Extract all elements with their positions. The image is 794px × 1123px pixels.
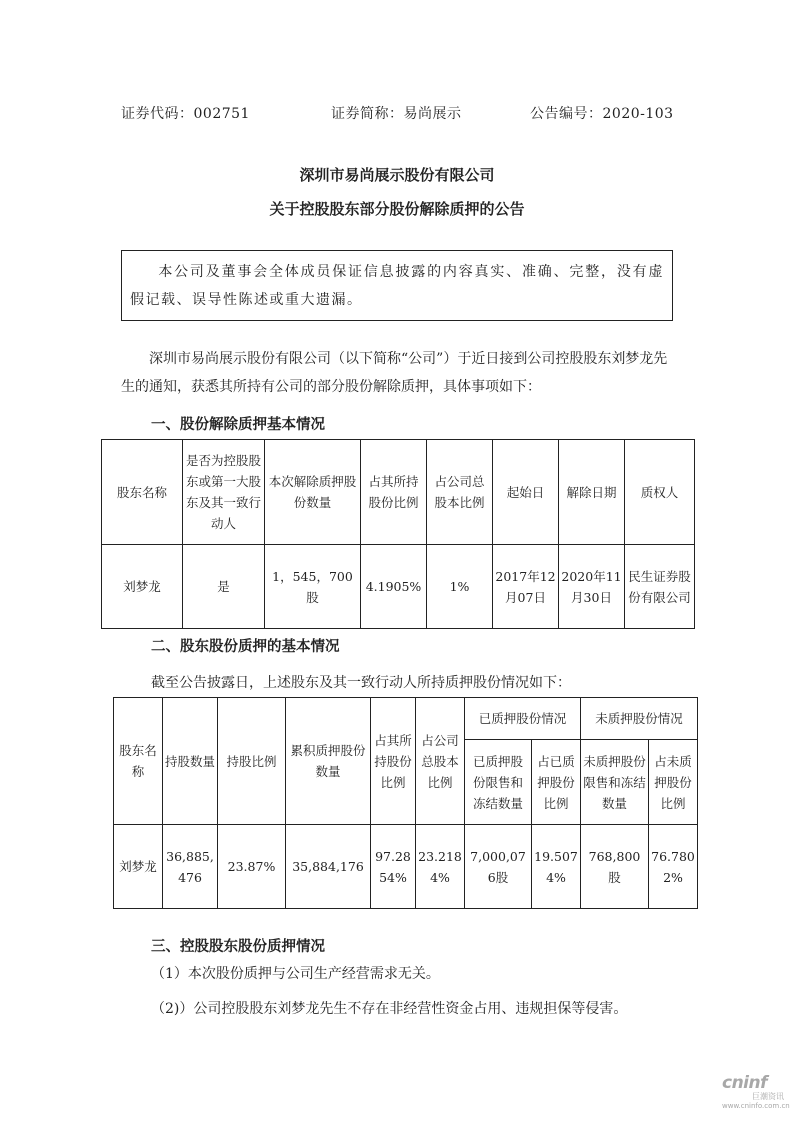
table-header-cell: 持股比例	[218, 698, 286, 825]
table-cell: 19.5074%	[532, 825, 581, 909]
table-cell: 刘梦龙	[114, 825, 163, 909]
table-row	[114, 825, 698, 909]
table-cell: 4.1905%	[361, 545, 427, 629]
table-cell: 23.87%	[218, 825, 286, 909]
table-cell: 35,884,176	[286, 825, 371, 909]
announcement-number: 公告编号：2020-103	[530, 106, 674, 122]
table-header-cell: 未质押股份限售和冻结数量	[581, 740, 649, 825]
disclosure-notice-box	[121, 250, 673, 321]
table-header-cell: 股东名称	[102, 440, 183, 545]
table-cell: 1%	[427, 545, 493, 629]
pledge-status-table	[113, 697, 698, 909]
cninf-brand: cninf	[722, 1073, 768, 1093]
table-header-cell: 占未质押股份比例	[649, 740, 698, 825]
cninf-logo	[722, 1074, 788, 1111]
table-cell: 1，545，700股	[265, 545, 361, 629]
section2-intro: 截至公告披露日，上述股东及其一致行动人所持质押股份情况如下：	[151, 675, 571, 691]
section1-heading: 一、股份解除质押基本情况	[151, 417, 325, 433]
table-cell: 是	[183, 545, 265, 629]
table-row	[102, 545, 695, 629]
table-header-cell: 占其所持股份比例	[371, 698, 416, 825]
table-header-row	[102, 440, 695, 545]
table-cell: 刘梦龙	[102, 545, 183, 629]
table-header-cell: 解除日期	[559, 440, 625, 545]
disclosure-notice-text: 本公司及董事会全体成员保证信息披露的内容真实、准确、完整，没有虚假记载、误导性陈述或重大遗漏。	[130, 264, 664, 308]
section2-heading: 二、股东股份质押的基本情况	[151, 639, 340, 655]
table-cell: 97.2854%	[371, 825, 416, 909]
table-header-cell: 已质押股份限售和冻结数量	[465, 740, 532, 825]
table-header-cell: 质权人	[625, 440, 695, 545]
table-cell: 36,885,476	[163, 825, 218, 909]
section3-heading: 三、控股股东股份质押情况	[151, 939, 325, 955]
cninf-subtitle: 巨潮资讯	[752, 1092, 784, 1101]
table-header-cell: 起始日	[493, 440, 559, 545]
table-header-cell: 累积质押股份数量	[286, 698, 371, 825]
table-header-cell: 股东名称	[114, 698, 163, 825]
table-cell: 768,800股	[581, 825, 649, 909]
announcement-title: 关于控股股东部分股份解除质押的公告	[269, 200, 525, 218]
table-header-cell: 是否为控股股东或第一大股东及其一致行动人	[183, 440, 265, 545]
company-title: 深圳市易尚展示股份有限公司	[299, 166, 495, 184]
section3-item1: （1）本次股份质押与公司生产经营需求无关。	[151, 966, 440, 982]
table-cell: 民生证券股份有限公司	[625, 545, 695, 629]
table-group-header: 已质押股份情况	[465, 698, 581, 740]
cninf-url: www.cninfo.com.cn	[722, 1102, 790, 1110]
intro-paragraph: 深圳市易尚展示股份有限公司（以下简称“公司”）于近日接到公司控股股东刘梦龙先生的通知，获悉其所持有公司的部分股份解除质押，具体事项如下：	[121, 351, 668, 395]
table-header-cell: 占公司总股本比例	[427, 440, 493, 545]
release-pledge-table	[101, 439, 695, 629]
table-cell: 2020年11月30日	[559, 545, 625, 629]
stock-name: 证券简称：易尚展示	[331, 106, 462, 122]
table-cell: 7,000,076股	[465, 825, 532, 909]
section3-item2: （2)）公司控股股东刘梦龙先生不存在非经营性资金占用、违规担保等侵害。	[151, 1001, 628, 1017]
table-cell: 2017年12月07日	[493, 545, 559, 629]
table-header-cell: 本次解除质押股份数量	[265, 440, 361, 545]
table-group-header: 未质押股份情况	[581, 698, 698, 740]
table-cell: 76.7802%	[649, 825, 698, 909]
table-header-cell: 占已质押股份比例	[532, 740, 581, 825]
table-header-cell: 占其所持股份比例	[361, 440, 427, 545]
table-cell: 23.2184%	[416, 825, 465, 909]
stock-code: 证券代码：002751	[121, 106, 250, 122]
table-header-cell: 占公司总股本比例	[416, 698, 465, 825]
table-header-cell: 持股数量	[163, 698, 218, 825]
